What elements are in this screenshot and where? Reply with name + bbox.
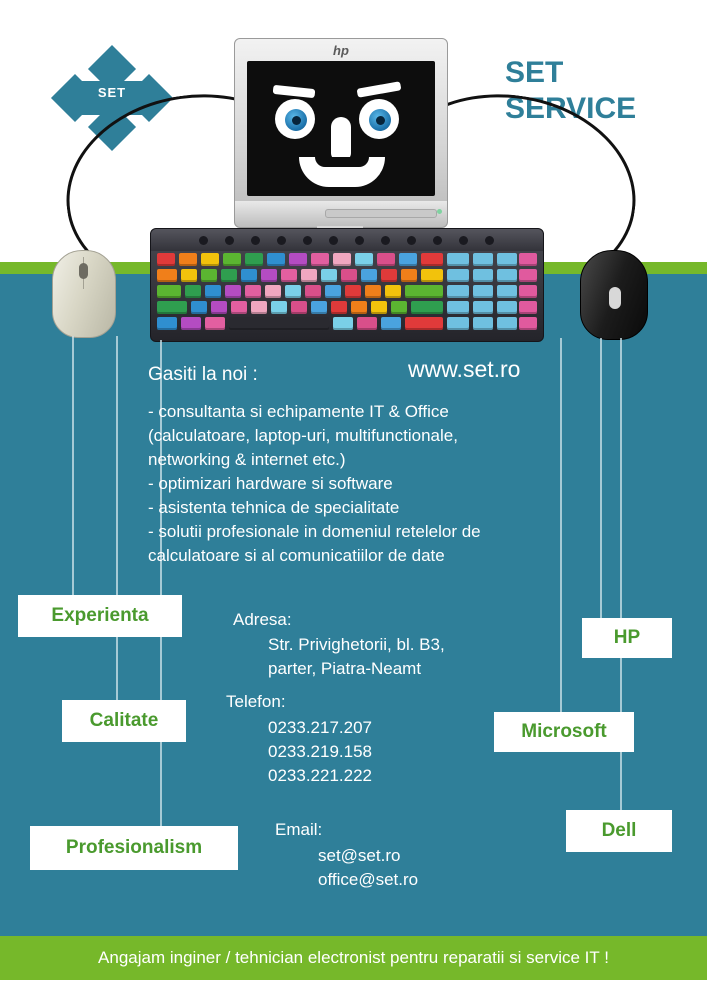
keyboard-key — [321, 269, 337, 282]
email-address[interactable]: set@set.ro — [318, 846, 401, 865]
keyboard-speaker-hole — [251, 236, 260, 245]
keyboard-key — [381, 317, 401, 330]
keyboard-key — [305, 285, 321, 298]
keyboard-key — [205, 317, 225, 330]
keyboard-key — [473, 301, 493, 314]
brand-line-1: SET — [505, 56, 564, 89]
keyboard-key — [231, 301, 247, 314]
keyboard-key — [473, 285, 493, 298]
logo-text: SET — [97, 85, 127, 100]
keyboard-key — [377, 253, 395, 266]
keyboard-key — [261, 269, 277, 282]
keyboard-key — [519, 269, 537, 282]
keyboard-key — [365, 285, 381, 298]
keyboard-key — [157, 301, 187, 314]
keyboard-speaker-hole — [381, 236, 390, 245]
keyboard-key — [411, 301, 443, 314]
keyboard-key — [519, 253, 537, 266]
service-line: - optimizari hardware si software — [148, 474, 393, 493]
value-tag-label: Profesionalism — [65, 837, 203, 858]
mouse-right — [580, 250, 648, 340]
phone-number[interactable]: 0233.219.158 — [268, 742, 372, 761]
keyboard-key — [271, 301, 287, 314]
keyboard-key — [333, 317, 353, 330]
keyboard-key — [447, 285, 469, 298]
keyboard-key — [497, 301, 517, 314]
keyboard-key — [361, 269, 377, 282]
eyebrow-left — [273, 85, 316, 98]
power-led-icon — [437, 209, 442, 214]
keyboard-top-panel — [151, 229, 543, 251]
keyboard-key — [221, 269, 237, 282]
service-line: - solutii profesionale in domeniul retelelor de — [148, 522, 481, 541]
keyboard-key — [399, 253, 417, 266]
keyboard-key — [289, 253, 307, 266]
connector-line-4 — [600, 338, 602, 620]
connector-line-1 — [72, 336, 74, 596]
keyboard-key — [519, 317, 537, 330]
keyboard-key — [225, 285, 241, 298]
keyboard-key — [497, 317, 517, 330]
keyboard-key — [201, 269, 217, 282]
keyboard-key — [281, 269, 297, 282]
partner-tag-label: Dell — [601, 820, 637, 841]
keyboard-key — [331, 301, 347, 314]
address-value — [268, 633, 445, 681]
keyboard-key — [191, 301, 207, 314]
keyboard-key — [385, 285, 401, 298]
partner-tag-hp — [582, 618, 672, 658]
keyboard-key — [223, 253, 241, 266]
connector-line-2 — [116, 336, 118, 702]
keyboard-key — [229, 317, 329, 330]
keyboard-speaker-hole — [303, 236, 312, 245]
partner-tag-label: Microsoft — [521, 721, 607, 742]
website-url: www.set.ro — [408, 356, 521, 382]
keyboard-key — [357, 317, 377, 330]
keyboard-key — [241, 269, 257, 282]
keyboard-key — [447, 253, 469, 266]
keyboard-key — [381, 269, 397, 282]
keyboard-key — [251, 301, 267, 314]
partner-tag-microsoft — [494, 712, 634, 752]
keyboard-key — [405, 317, 443, 330]
mouse-right-wheel — [609, 287, 621, 309]
keyboard-key — [473, 253, 493, 266]
keyboard-key — [333, 253, 351, 266]
keyboard-speaker-hole — [329, 236, 338, 245]
keyboard-key — [181, 269, 197, 282]
keyboard-key — [341, 269, 357, 282]
value-tag-label: Calitate — [89, 710, 159, 731]
keyboard-speaker-hole — [199, 236, 208, 245]
mouse-left — [52, 250, 116, 338]
mouth-shadow — [315, 157, 369, 167]
keyboard-key — [157, 253, 175, 266]
keyboard-key — [351, 301, 367, 314]
background-band-white-bottom — [0, 980, 707, 1000]
keyboard-key — [519, 285, 537, 298]
keyboard-key — [211, 301, 227, 314]
partner-tag-dell — [566, 810, 672, 852]
keyboard-key — [179, 253, 197, 266]
keyboard-key — [447, 317, 469, 330]
pupil-right — [376, 116, 385, 125]
keyboard-key — [185, 285, 201, 298]
keyboard-key — [285, 285, 301, 298]
value-tag-profesionalism — [30, 826, 238, 870]
intro-text: Gasiti la noi : — [148, 364, 258, 385]
keyboard-key — [325, 285, 341, 298]
email-address[interactable]: office@set.ro — [318, 870, 419, 889]
keyboard-key — [201, 253, 219, 266]
phone-number[interactable]: 0233.217.207 — [268, 718, 372, 737]
phone-label: Telefon: — [226, 692, 286, 711]
monitor — [234, 38, 448, 228]
keyboard-key — [497, 253, 517, 266]
pupil-left — [292, 116, 301, 125]
keyboard-speaker-hole — [433, 236, 442, 245]
keyboard-key — [473, 269, 493, 282]
keyboard-key — [447, 269, 469, 282]
keyboard-key — [473, 317, 493, 330]
keyboard-key — [311, 301, 327, 314]
keyboard-key — [181, 317, 201, 330]
keyboard-key — [421, 253, 443, 266]
brand-line-2: SERVICE — [505, 92, 637, 125]
value-tag-label: Experienta — [51, 605, 149, 626]
keyboard-speaker-hole — [355, 236, 364, 245]
keyboard-key — [421, 269, 443, 282]
keyboard-key — [497, 269, 517, 282]
keyboard-key — [291, 301, 307, 314]
keyboard-speaker-hole — [277, 236, 286, 245]
service-line: - asistenta tehnica de specialitate — [148, 498, 400, 517]
monitor-buttons — [325, 209, 437, 218]
address-line: Str. Privighetorii, bl. B3, — [268, 635, 445, 654]
service-line: (calculatoare, laptop-uri, multifunctionale, — [148, 426, 458, 445]
keyboard-key — [301, 269, 317, 282]
email-label: Email: — [275, 820, 323, 839]
keyboard-key — [519, 301, 537, 314]
nose — [331, 117, 351, 161]
keyboard-key — [245, 253, 263, 266]
keyboard-key — [447, 301, 469, 314]
keyboard-speaker-hole — [407, 236, 416, 245]
phone-values — [268, 716, 372, 788]
keyboard-key — [355, 253, 373, 266]
keyboard-key — [267, 253, 285, 266]
address-line: parter, Piatra-Neamt — [268, 659, 422, 678]
keyboard-key — [371, 301, 387, 314]
address-label: Adresa: — [233, 610, 292, 629]
keyboard-speaker-hole — [225, 236, 234, 245]
keyboard-key — [311, 253, 329, 266]
footer-banner-text: Angajam inginer / tehnician electronist pentru reparatii si service IT ! — [98, 948, 609, 967]
keyboard-keys — [157, 253, 537, 337]
mouse-left-wheel — [79, 263, 88, 279]
phone-number[interactable]: 0233.221.222 — [268, 766, 372, 785]
partner-tag-label: HP — [613, 627, 641, 648]
eyebrow-right — [357, 81, 402, 98]
keyboard-key — [157, 269, 177, 282]
hp-logo-icon: hp — [333, 43, 349, 58]
keyboard-key — [345, 285, 361, 298]
service-line: - consultanta si echipamente IT & Office — [148, 402, 449, 421]
keyboard-key — [497, 285, 517, 298]
keyboard-key — [157, 317, 177, 330]
monitor-screen — [247, 61, 435, 196]
value-tag-experienta — [18, 595, 182, 637]
keyboard-key — [405, 285, 443, 298]
service-line: calculatoare si al comunicatiilor de date — [148, 546, 445, 565]
keyboard — [150, 228, 544, 342]
email-values — [318, 844, 418, 892]
service-line: networking & internet etc.) — [148, 450, 346, 469]
keyboard-key — [205, 285, 221, 298]
keyboard-key — [245, 285, 261, 298]
keyboard-key — [265, 285, 281, 298]
value-tag-calitate — [62, 700, 186, 742]
keyboard-key — [391, 301, 407, 314]
keyboard-speaker-hole — [459, 236, 468, 245]
keyboard-key — [401, 269, 417, 282]
keyboard-key — [157, 285, 181, 298]
services-list — [148, 400, 568, 568]
keyboard-speaker-hole — [485, 236, 494, 245]
